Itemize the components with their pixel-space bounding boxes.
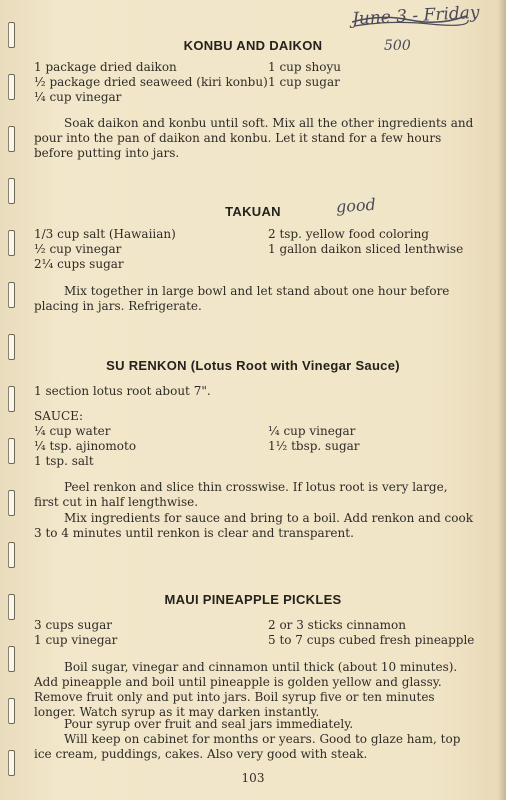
recipe-instructions-maui-1: Boil sugar, vinegar and cinnamon until thick (about 10 minutes). Add pineapple and boil until pineapple is golden yellow and glassy. Remove fruit only and put into jars. Boil syrup five or ten minutes longer. Watch syrup as it may darken instantly.	[34, 660, 458, 719]
recipe-instructions-konbu: Soak daikon and konbu until soft. Mix all the other ingredients and pour into the pan of daikon and konbu. Let it stand for a few hours before putting into jars.	[34, 116, 474, 160]
ingredient-line: ¼ cup water	[34, 424, 111, 438]
recipe-title-maui: MAUI PINEAPPLE PICKLES	[164, 592, 342, 607]
ingredient-line: 3 cups sugar	[34, 618, 113, 632]
recipe-instructions-maui-2: Pour syrup over fruit and seal jars immediately.	[64, 717, 354, 731]
ingredient-line: ¼ tsp. ajinomoto	[34, 439, 137, 453]
ingredient-line: 1 tsp. salt	[34, 454, 94, 468]
ingredient-line: 1 section lotus root about 7".	[34, 384, 211, 398]
recipe-title-takuan: TAKUAN	[225, 204, 281, 219]
ingredient-line: 2 tsp. yellow food coloring	[268, 227, 429, 241]
recipe-instructions-renkon-1: Peel renkon and slice thin crosswise. If lotus root is very large, first cut in half lengthwise.	[34, 480, 448, 509]
recipe-instructions-maui-3: Will keep on cabinet for months or years. Good to glaze ham, top ice cream, puddings, cakes. Also very good with steak.	[34, 732, 461, 761]
recipe-instructions-takuan: Mix together in large bowl and let stand about one hour before placing in jars. Refrigerate.	[34, 284, 450, 313]
ingredient-line: 1 cup sugar	[268, 75, 340, 89]
ingredient-line: 1 package dried daikon	[34, 60, 177, 74]
handwritten-number-note: 500	[384, 38, 411, 54]
sauce-label: SAUCE:	[34, 409, 83, 423]
ingredient-line: 1/3 cup salt (Hawaiian)	[34, 227, 176, 241]
handwritten-date-note: June 3 - Friday	[351, 2, 480, 30]
ingredient-line: 2¼ cups sugar	[34, 257, 124, 271]
handwritten-rating-note: good	[335, 194, 377, 217]
ingredient-line: 2 or 3 sticks cinnamon	[268, 618, 406, 632]
recipe-instructions-renkon-2: Mix ingredients for sauce and bring to a boil. Add renkon and cook 3 to 4 minutes until renkon is clear and transparent.	[34, 511, 474, 540]
ingredient-line: ¼ cup vinegar	[268, 424, 356, 438]
page-number: 103	[241, 771, 265, 785]
ingredient-line: 1½ tbsp. sugar	[268, 439, 360, 453]
ingredient-line: ¼ cup vinegar	[34, 90, 122, 104]
strikethrough-scribble	[350, 8, 470, 32]
ingredient-line: ½ package dried seaweed (kiri konbu)	[34, 75, 268, 89]
ingredient-line: 1 cup vinegar	[34, 633, 118, 647]
ingredient-line: 1 cup shoyu	[268, 60, 342, 74]
ingredient-line: ½ cup vinegar	[34, 242, 122, 256]
recipe-title-su-renkon: SU RENKON (Lotus Root with Vinegar Sauce)	[106, 358, 400, 373]
ingredient-line: 5 to 7 cups cubed fresh pineapple	[268, 633, 475, 647]
recipe-title-konbu: KONBU AND DAIKON	[183, 38, 323, 53]
ingredient-line: 1 gallon daikon sliced lenthwise	[268, 242, 464, 256]
